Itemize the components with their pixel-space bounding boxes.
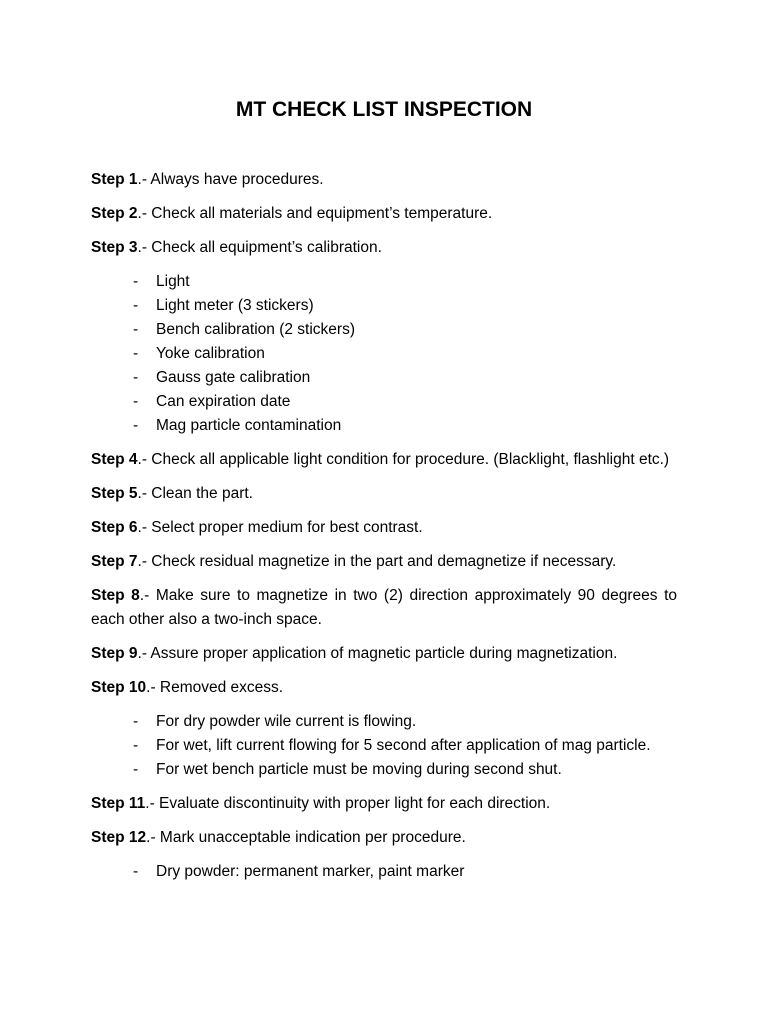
step-label: Step 5 [91,485,138,502]
step-text: .- Check all materials and equipment’s temperature. [137,205,493,222]
list-item-text: For wet, lift current flowing for 5 second after application of mag particle. [156,737,651,754]
list-item [91,318,677,342]
step-7 [91,550,677,574]
step-text: .- Evaluate discontinuity with proper light for each direction. [145,795,551,812]
step-text: .- Check all applicable light condition for procedure. (Blacklight, flashlight etc.) [137,451,670,468]
step-10 [91,676,677,700]
step-text: .- Removed excess. [146,679,284,696]
list-item [91,270,677,294]
step-text: .- Clean the part. [137,485,253,502]
step-label: Step 3 [91,239,138,256]
step-3-list [91,270,677,438]
step-label: Step 7 [91,553,138,570]
step-text: .- Select proper medium for best contrast. [137,519,423,536]
step-label: Step 12 [91,829,147,846]
list-item-text: Light [156,273,190,290]
step-label: Step 9 [91,645,138,662]
list-item-text: Yoke calibration [156,345,265,362]
bullet-dash: - [133,321,139,338]
step-11 [91,792,677,816]
step-3 [91,236,677,260]
list-item [91,390,677,414]
step-2 [91,202,677,226]
step-label: Step 4 [91,451,138,468]
bullet-dash: - [133,417,139,434]
list-item-text: Can expiration date [156,393,291,410]
list-item [91,734,677,758]
list-item [91,710,677,734]
bullet-dash: - [133,761,139,778]
bullet-dash: - [133,737,139,754]
list-item-text: Dry powder: permanent marker, paint marker [156,863,465,880]
list-item [91,366,677,390]
bullet-dash: - [133,863,139,880]
step-12-list [91,860,677,884]
step-6 [91,516,677,540]
step-text: .- Check residual magnetize in the part and demagnetize if necessary. [137,553,617,570]
step-text: .- Assure proper application of magnetic particle during magnetization. [137,645,618,662]
bullet-dash: - [133,273,139,290]
step-9 [91,642,677,666]
step-label: Step 11 [91,795,146,812]
list-item [91,414,677,438]
step-label: Step 10 [91,679,147,696]
document-title: MT CHECK LIST INSPECTION [235,98,533,121]
bullet-dash: - [133,393,139,410]
step-4 [91,448,677,472]
list-item-text: For dry powder wile current is flowing. [156,713,417,730]
list-item-text: Bench calibration (2 stickers) [156,321,355,338]
document-body [91,168,677,894]
step-text: .- Check all equipment’s calibration. [137,239,382,256]
step-8 [91,584,677,632]
step-10-list [91,710,677,782]
list-item-text: Light meter (3 stickers) [156,297,314,314]
list-item-text: For wet bench particle must be moving during second shut. [156,761,562,778]
step-label: Step 8 [91,587,140,604]
step-text: .- Make sure to magnetize in two (2) direction approximately 90 degrees to each other also a two-inch space. [91,587,677,628]
step-text: .- Mark unacceptable indication per procedure. [146,829,466,846]
bullet-dash: - [133,713,139,730]
step-label: Step 2 [91,205,138,222]
list-item-text: Mag particle contamination [156,417,342,434]
bullet-dash: - [133,345,139,362]
step-5 [91,482,677,506]
list-item [91,758,677,782]
step-1 [91,168,677,192]
step-12 [91,826,677,850]
step-text: .- Always have procedures. [137,171,324,188]
list-item [91,342,677,366]
step-label: Step 1 [91,171,138,188]
list-item [91,860,677,884]
bullet-dash: - [133,297,139,314]
list-item-text: Gauss gate calibration [156,369,311,386]
list-item [91,294,677,318]
bullet-dash: - [133,369,139,386]
step-label: Step 6 [91,519,138,536]
